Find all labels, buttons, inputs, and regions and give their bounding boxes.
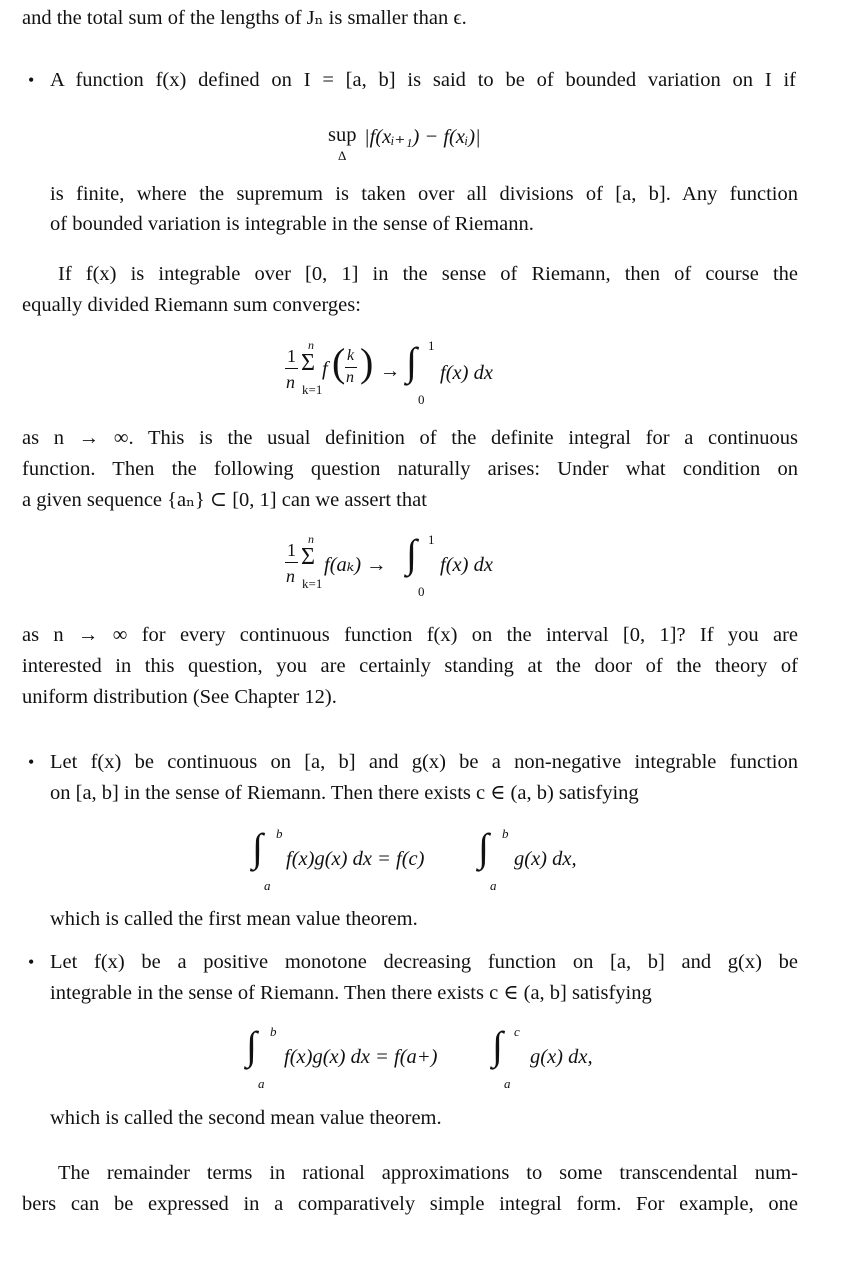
text-line: A function f(x) defined on I = [a, b] is said to be of bounded variation on I if [50,69,796,91]
equation-riemann-sum [284,338,554,410]
subscript-delta: Δ [338,148,347,163]
integral-upper-limit: b [270,1024,277,1039]
integral-icon: ∫ [478,825,489,870]
integral-lower-limit: 0 [418,392,425,407]
integrand: f(x) dx [440,362,493,384]
arrow-icon: → [380,360,401,382]
text-line: as n → ∞ for every continuous function f(x) on the interval [0, 1]? If you are [22,624,798,646]
text-line: interested in this question, you are certainly standing at the door of the theory of [22,655,798,677]
text-line: and the total sum of the lengths of Jₙ is smaller than ϵ. [22,7,467,29]
integral-icon: ∫ [252,825,263,870]
sup-operator: sup [328,124,357,146]
sum-lower-limit: k=1 [302,576,323,591]
variation-term: |f(xᵢ₊₁) − f(xᵢ)| [364,126,481,148]
integral-upper-limit: b [276,826,283,841]
text-line: bers can be expressed in a comparatively simple integral form. For example, one [22,1193,798,1215]
text-line: of bounded variation is integrable in the sense of Riemann. [50,213,534,235]
text-line: uniform distribution (See Chapter 12). [22,686,337,708]
text-line: Let f(x) be a positive monotone decreasing function on [a, b] and g(x) be [50,951,798,973]
sum-upper-limit: n [308,338,314,352]
inner-fraction-bar [345,367,357,368]
integral-upper-limit: 1 [428,338,435,353]
integral-icon: ∫ [406,531,417,576]
fraction-bar [285,562,298,563]
integral-upper-limit: 1 [428,532,435,547]
text-line: equally divided Riemann sum converges: [22,294,361,316]
equation-first-mean-value [252,826,612,894]
text-line: function. Then the following question naturally arises: Under what condition on [22,458,798,480]
text-line: The remainder terms in rational approximations to some transcendental num- [58,1162,798,1184]
sigma-icon: Σ [301,544,315,570]
bullet-icon: • [28,952,35,972]
text-line: If f(x) is integrable over [0, 1] in the sense of Riemann, then of course the [58,263,798,285]
bullet-icon: • [28,70,35,90]
fraction-bar [285,368,298,369]
sum-upper-limit: n [308,532,314,546]
integral-upper-limit: c [514,1024,520,1039]
text-line: which is called the first mean value theorem. [50,908,418,930]
fraction-denominator: n [286,372,295,392]
equation-second-mean-value [246,1024,616,1092]
integral-icon: ∫ [246,1023,257,1068]
equation-end: g(x) dx, [514,848,577,870]
text-line: on [a, b] in the sense of Riemann. Then there exists c ∈ (a, b) satisfying [50,782,639,804]
right-paren: ) [360,340,374,385]
fraction-numerator: 1 [287,540,296,560]
text-line: is finite, where the supremum is taken over all divisions of [a, b]. Any function [50,183,798,205]
integral-lower-limit: 0 [418,584,425,599]
integral-lower-limit: a [264,878,271,893]
integral-icon: ∫ [492,1023,503,1068]
fraction-n: n [346,369,354,386]
equation-end: g(x) dx, [530,1046,593,1068]
integral-lower-limit: a [490,878,497,893]
integrand: f(x) dx [440,554,493,576]
sigma-icon: Σ [301,350,315,376]
fraction-k: k [347,347,355,364]
equation-middle: f(x)g(x) dx = f(c) [286,848,425,870]
equation-sequence-sum [284,532,554,604]
integral-lower-limit: a [258,1076,265,1091]
text-line: which is called the second mean value theorem. [50,1107,442,1129]
text-line: a given sequence {aₙ} ⊂ [0, 1] can we assert that [22,489,427,511]
sum-lower-limit: k=1 [302,382,323,397]
integral-upper-limit: b [502,826,509,841]
fraction-numerator: 1 [287,346,296,366]
function-symbol: f [322,358,328,380]
bullet-icon: • [28,752,35,772]
summand: f(aₖ) → [324,554,387,576]
text-line: as n → ∞. This is the usual definition of the definite integral for a continuous [22,427,798,449]
integral-lower-limit: a [504,1076,511,1091]
equation-middle: f(x)g(x) dx = f(a+) [284,1046,438,1068]
left-paren: ( [332,340,346,385]
text-line: integrable in the sense of Riemann. Then there exists c ∈ (a, b] satisfying [50,982,652,1004]
fraction-denominator: n [286,566,295,586]
integral-icon: ∫ [406,339,417,384]
text-line: Let f(x) be continuous on [a, b] and g(x) be a non-negative integrable function [50,751,798,773]
